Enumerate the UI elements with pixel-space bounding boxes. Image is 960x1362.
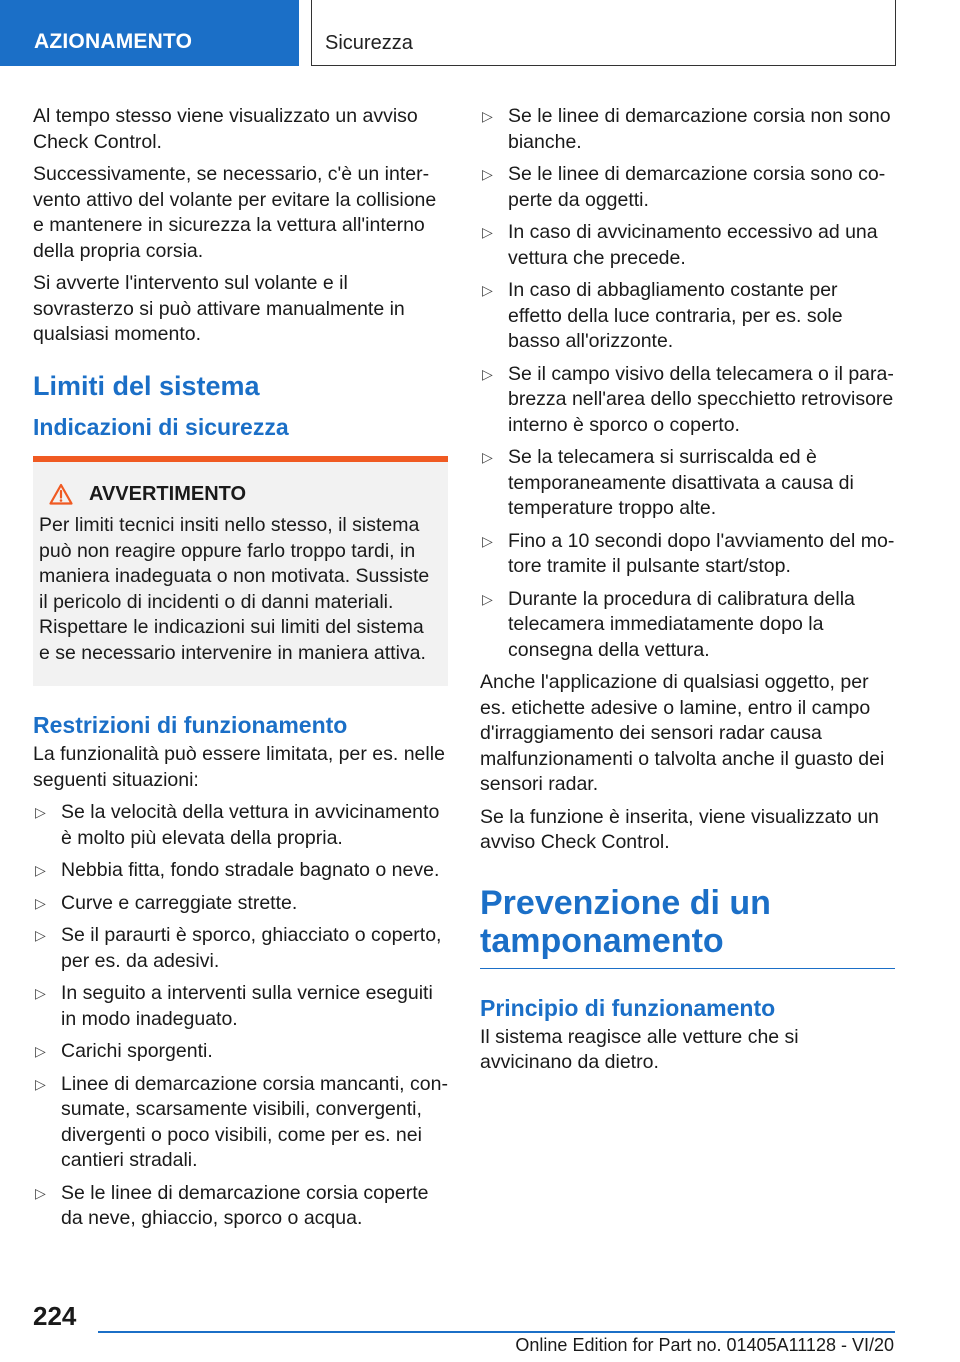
list-item-text: Se il paraurti è sporco, ghiacciato o coperto, per es. da adesivi. (61, 924, 442, 972)
subheading-restrictions: Restrizioni di funzionamento (33, 712, 348, 738)
list-item (480, 362, 895, 439)
paragraph: La funzionalità può essere limitata, per es. nelle seguenti situazioni: (33, 743, 445, 791)
bullet-triangle-icon: ▷ (35, 1184, 46, 1201)
subheading-safety: Indicazioni di sicurezza (33, 413, 289, 440)
list-item (480, 104, 895, 155)
list-item-text: Se la velocità della vettura in avvicinamento è molto più elevata della propria. (61, 801, 440, 849)
footer-edition: Online Edition for Part no. 01405A11128 - VI/20 (515, 1335, 894, 1355)
bullet-triangle-icon: ▷ (482, 224, 493, 240)
list-item (33, 1072, 448, 1174)
left-column (33, 104, 448, 1239)
paragraph: Se la funzione è inserita, viene visualizzato un avviso Check Control. (480, 805, 879, 853)
paragraph: Si avverte l'intervento sul volante e il sovrasterzo si può attivare manualmente in qualsiasi momento. (33, 272, 405, 345)
list-item (33, 1039, 448, 1065)
subheading-principle: Principio di funzionamento (480, 994, 776, 1021)
list-item-text: Curve e carreggiate strette. (61, 891, 298, 914)
warning-triangle-icon (49, 483, 73, 505)
list-item-text: Se le linee di demarcazione corsia sono coperte da oggetti. (508, 163, 886, 211)
list-item (480, 445, 895, 522)
bullet-triangle-icon: ▷ (482, 108, 493, 124)
list-item (33, 923, 448, 974)
bullet-triangle-icon: ▷ (482, 590, 493, 607)
bullet-triangle-icon: ▷ (35, 804, 46, 820)
list-item-text: Carichi sporgenti. (61, 1040, 213, 1062)
restrictions-list-continued (480, 104, 895, 663)
paragraph: Successivamente, se necessario, c'è un intervento attivo del volante per evitare la collisione e mantenere in sicurezza la vettura all'interno della propria corsia. (33, 163, 437, 262)
list-item-text: In caso di abbagliamento costante per effetto della luce contraria, per es. sole basso all'orizzonte. (508, 279, 843, 352)
list-item (33, 981, 448, 1032)
list-item-text: In caso di avvicinamento eccessivo ad una vettura che precede. (508, 221, 878, 269)
list-item (480, 529, 895, 580)
page-number: 224 (33, 1301, 77, 1331)
list-item (33, 1181, 448, 1232)
list-item (33, 800, 448, 851)
bullet-triangle-icon: ▷ (482, 282, 493, 298)
bullet-triangle-icon: ▷ (35, 862, 46, 878)
paragraph: Il sistema reagisce alle vetture che si avvicinano da dietro. (480, 1025, 799, 1073)
list-item (33, 891, 448, 917)
list-item-text: Se la telecamera si surriscalda ed è temporaneamente disattivata a causa di temperature troppo alte. (508, 446, 854, 519)
bullet-triangle-icon: ▷ (482, 166, 493, 182)
section-heading-limits: Limiti del sistema (33, 370, 260, 401)
bullet-triangle-icon: ▷ (35, 927, 46, 943)
header-section-tab: AZIONAMENTO (0, 0, 299, 66)
bullet-triangle-icon: ▷ (482, 449, 493, 465)
restrictions-list (33, 800, 448, 1232)
chapter-heading-prevention: Prevenzione di un tamponamento (480, 884, 895, 969)
bullet-triangle-icon: ▷ (35, 894, 46, 911)
bullet-triangle-icon: ▷ (482, 365, 493, 382)
header-subsection: Sicurezza (325, 32, 413, 54)
list-item-text: Linee di demarcazione corsia mancanti, consumate, scarsamente visibili, convergenti, divergenti o poco visibili, come per es. nei cantieri stradali. (61, 1072, 448, 1171)
paragraph: Anche l'applicazione di qualsiasi oggetto, per es. etichette adesive o lamine, entro il campo d'irraggiamento dei sensori radar causa malfunzionamenti o talvolta anche il guasto dei sensori radar. (480, 671, 885, 795)
list-item (480, 220, 895, 271)
right-column (480, 104, 895, 1083)
list-item-text: Durante la procedura di calibratura della telecamera immediatamente dopo la consegna della vettura. (508, 587, 855, 661)
list-item (480, 587, 895, 664)
warning-header (39, 482, 436, 508)
bullet-triangle-icon: ▷ (482, 532, 493, 549)
list-item (480, 162, 895, 213)
list-item-text: Se le linee di demarcazione corsia non sono bianche. (508, 105, 891, 153)
list-item-text: Se le linee di demarcazione corsia coperte da neve, ghiaccio, sporco o acqua. (61, 1181, 429, 1229)
list-item-text: Nebbia fitta, fondo stradale bagnato o neve. (61, 859, 440, 881)
list-item-text: Fino a 10 secondi dopo l'avviamento del motore tramite il pulsante start/stop. (508, 529, 895, 577)
warning-text: Per limiti tecnici insiti nello stesso, il sistema può non reagire oppure farlo troppo tardi, in maniera inadeguata o non motivata. Sussiste il pericolo di incidenti o di danni materiali. Rispettare le indicazioni sui limiti del sistema e se necessario intervenire in maniera attiva. (39, 514, 430, 664)
footer-rule (98, 1331, 895, 1333)
warning-box (33, 456, 448, 687)
bullet-triangle-icon: ▷ (35, 1075, 46, 1092)
list-item-text: Se il campo visivo della telecamera o il parabrezza nell'area dello specchietto retrovisore interno è sporco o coperto. (508, 362, 894, 436)
warning-title: AVVERTIMENTO (89, 482, 247, 505)
list-item-text: In seguito a interventi sulla vernice eseguiti in modo inadeguato. (61, 982, 433, 1030)
bullet-triangle-icon: ▷ (35, 1043, 46, 1059)
list-item (33, 858, 448, 884)
paragraph: Al tempo stesso viene visualizzato un avviso Check Control. (33, 105, 418, 153)
bullet-triangle-icon: ▷ (35, 985, 46, 1001)
list-item (480, 278, 895, 355)
